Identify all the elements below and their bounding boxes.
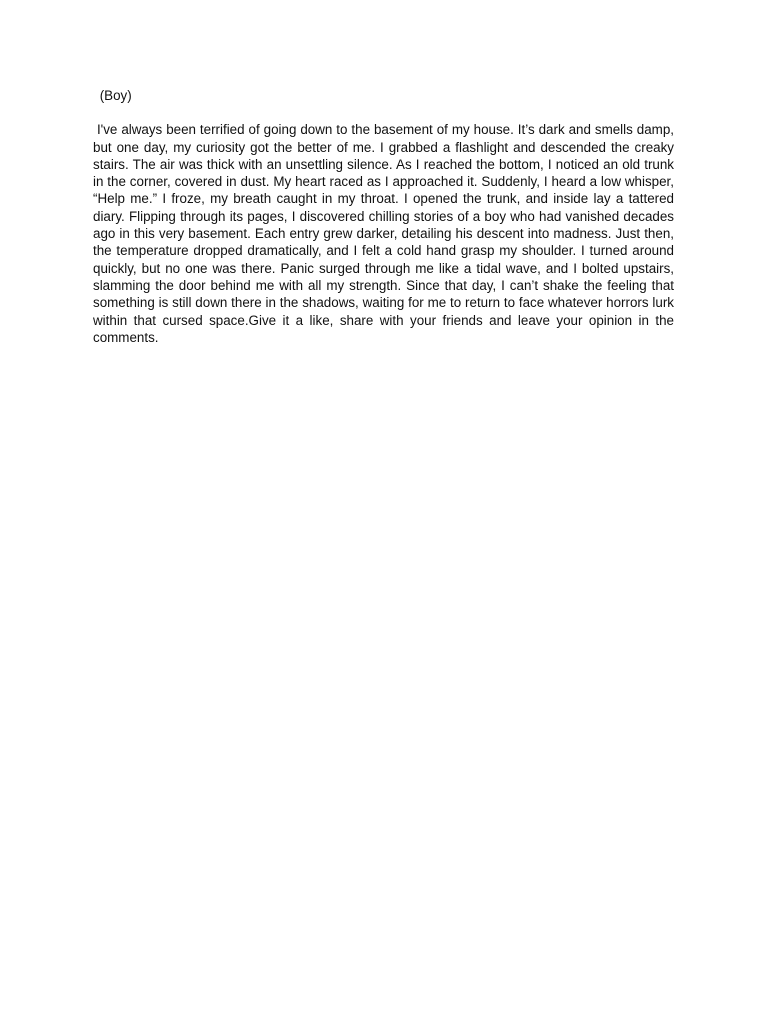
- story-body: I've always been terrified of going down to the basement of my house. It’s dark and smells damp, but one day, my curiosity got the better of me. I grabbed a flashlight and descended the creaky stairs. The air was thick with an unsettling silence. As I reached the bottom, I noticed an old trunk in the corner, covered in dust. My heart raced as I approached it. Suddenly, I heard a low whisper, “Help me.” I froze, my breath caught in my throat. I opened the trunk, and inside lay a tattered diary. Flipping through its pages, I discovered chilling stories of a boy who had vanished decades ago in this very basement. Each entry grew darker, detailing his descent into madness. Just then, the temperature dropped dramatically, and I felt a cold hand grasp my shoulder. I turned around quickly, but no one was there. Panic surged through me like a tidal wave, and I bolted upstairs, slamming the door behind me with all my strength. Since that day, I can’t shake the feeling that something is still down there in the shadows, waiting for me to return to face whatever horrors lurk within that cursed space.Give it a like, share with your friends and leave your opinion in the comments.: [93, 122, 678, 345]
- story-heading: (Boy): [96, 88, 132, 103]
- document-content: [93, 87, 678, 346]
